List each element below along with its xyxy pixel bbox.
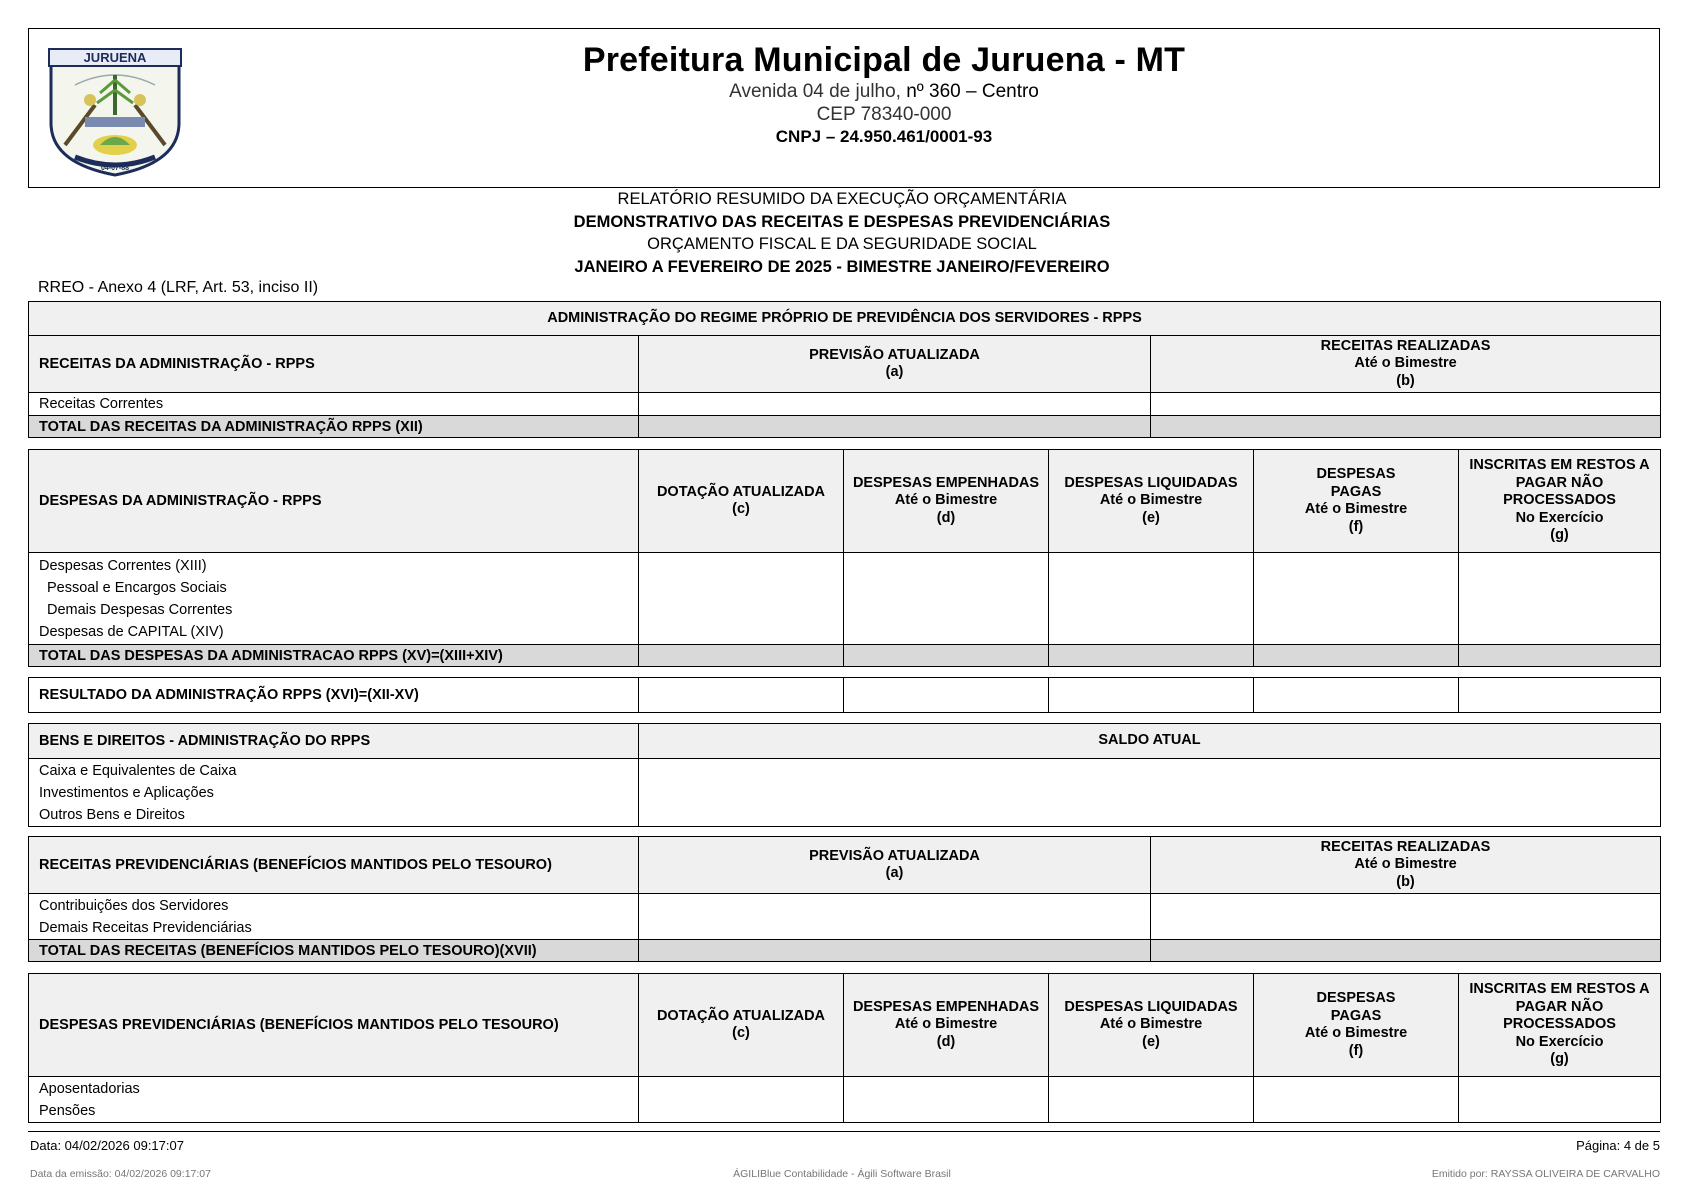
list-item: Outros Bens e Direitos [39,807,185,823]
col-inscritas-restos: INSCRITAS EM RESTOS A PAGAR NÃO PROCESSADOS No Exercício (g) [1459,974,1661,1077]
value-cell [1459,1077,1661,1123]
bens-direitos-table [28,723,1661,827]
footer-divider [28,1131,1660,1132]
adm-receitas-table [28,301,1661,438]
total-cell [1151,940,1661,962]
col-dotacao-atualizada: DOTAÇÃO ATUALIZADA (c) [639,974,844,1077]
adm-resultado-table [28,677,1661,713]
tesouro-receitas-rows [29,894,639,940]
report-title-line2: DEMONSTRATIVO DAS RECEITAS E DESPESAS PREVIDENCIÁRIAS [573,212,1111,231]
col-previsao-atualizada: PREVISÃO ATUALIZADA (a) [639,336,1151,393]
tesouro-despesas-header: DESPESAS PREVIDENCIÁRIAS (BENEFÍCIOS MANTIDOS PELO TESOURO) [29,974,639,1077]
adm-despesas-header: DESPESAS DA ADMINISTRAÇÃO - RPPS [29,450,639,553]
annex-reference: RREO - Anexo 4 (LRF, Art. 53, inciso II) [38,279,319,296]
footer-date: Data: 04/02/2026 09:17:07 [30,1138,184,1153]
col-despesas-empenhadas: DESPESAS EMPENHADAS Até o Bimestre (d) [844,974,1049,1077]
value-cell [1254,678,1459,713]
total-cell [1459,645,1661,667]
total-cell [844,645,1049,667]
footer-page-number: Página: 4 de 5 [1576,1138,1660,1153]
footer-emission-date: Data da emissão: 04/02/2026 09:17:07 [30,1168,211,1180]
value-cell [639,1077,844,1123]
adm-section-title: ADMINISTRAÇÃO DO REGIME PRÓPRIO DE PREVIDÊNCIA DOS SERVIDORES - RPPS [29,302,1661,336]
total-cell [1151,416,1661,438]
list-item: Receitas Correntes [29,393,639,416]
value-cell [1049,678,1254,713]
value-cell [844,553,1049,645]
list-item: Contribuições dos Servidores [39,898,229,914]
value-cell [1254,553,1459,645]
value-cell [639,393,1151,416]
adm-despesas-total: TOTAL DAS DESPESAS DA ADMINISTRACAO RPPS (XV)=(XIII+XIV) [29,645,639,667]
address-line: Avenida 04 de julho, nº 360 – Centro [729,81,1039,102]
col-despesas-empenhadas: DESPESAS EMPENHADAS Até o Bimestre (d) [844,450,1049,553]
footer-software: ÁGILIBlue Contabilidade - Ágili Software Brasil [733,1168,951,1180]
col-inscritas-restos: INSCRITAS EM RESTOS A PAGAR NÃO PROCESSADOS No Exercício (g) [1459,450,1661,553]
list-item: Despesas de CAPITAL (XIV) [39,624,224,640]
adm-despesas-rows [29,553,639,645]
col-despesas-pagas: DESPESAS PAGAS Até o Bimestre (f) [1254,974,1459,1077]
col-receitas-realizadas: RECEITAS REALIZADAS Até o Bimestre (b) [1151,837,1661,894]
list-item: Demais Receitas Previdenciárias [39,920,252,936]
value-cell [1049,553,1254,645]
col-despesas-liquidadas: DESPESAS LIQUIDADAS Até o Bimestre (e) [1049,974,1254,1077]
value-cell [844,1077,1049,1123]
value-cell [639,678,844,713]
adm-receitas-header: RECEITAS DA ADMINISTRAÇÃO - RPPS [29,336,639,393]
svg-text:JURUENA: JURUENA [83,50,147,65]
report-period: JANEIRO A FEVEREIRO DE 2025 - BIMESTRE JANEIRO/FEVEREIRO [574,257,1110,276]
list-item: Pensões [39,1103,96,1119]
tesouro-receitas-header: RECEITAS PREVIDENCIÁRIAS (BENEFÍCIOS MANTIDOS PELO TESOURO) [29,837,639,894]
adm-despesas-table [28,449,1661,667]
list-item: Investimentos e Aplicações [39,785,214,801]
list-item: Pessoal e Encargos Sociais [47,580,227,596]
list-item: Aposentadorias [39,1081,140,1097]
header-box [28,28,1660,188]
tesouro-receitas-table [28,836,1661,962]
svg-text:04-07-88: 04-07-88 [100,165,130,172]
bens-rows [29,759,639,827]
report-titles [0,188,1684,278]
cep-line: CEP 78340-000 [816,104,952,125]
total-cell [639,940,1151,962]
value-cell [844,678,1049,713]
value-cell [1459,553,1661,645]
value-cell [639,759,1661,827]
total-cell [1049,645,1254,667]
total-cell [1254,645,1459,667]
adm-receitas-total: TOTAL DAS RECEITAS DA ADMINISTRAÇÃO RPPS (XII) [29,416,639,438]
report-title-line3: ORÇAMENTO FISCAL E DA SEGURIDADE SOCIAL [647,235,1037,253]
cnpj-line: CNPJ – 24.950.461/0001-93 [775,127,993,146]
value-cell [639,894,1151,940]
value-cell [1254,1077,1459,1123]
value-cell [1151,393,1661,416]
tesouro-receitas-total: TOTAL DAS RECEITAS (BENEFÍCIOS MANTIDOS PELO TESOURO)(XVII) [29,940,639,962]
col-previsao-atualizada: PREVISÃO ATUALIZADA (a) [639,837,1151,894]
list-item: Demais Despesas Correntes [47,602,233,618]
tesouro-despesas-table [28,973,1661,1123]
municipality-title: Prefeitura Municipal de Juruena - MT [582,41,1186,79]
total-cell [639,645,844,667]
col-despesas-liquidadas: DESPESAS LIQUIDADAS Até o Bimestre (e) [1049,450,1254,553]
report-title-line1: RELATÓRIO RESUMIDO DA EXECUÇÃO ORÇAMENTÁRIA [617,190,1067,208]
tesouro-despesas-rows [29,1077,639,1123]
total-cell [639,416,1151,438]
col-despesas-pagas: DESPESAS PAGAS Até o Bimestre (f) [1254,450,1459,553]
list-item: Despesas Correntes (XIII) [39,558,207,574]
adm-resultado-label: RESULTADO DA ADMINISTRAÇÃO RPPS (XVI)=(XII-XV) [29,678,639,713]
bens-header: BENS E DIREITOS - ADMINISTRAÇÃO DO RPPS [29,724,639,759]
value-cell [1459,678,1661,713]
col-receitas-realizadas: RECEITAS REALIZADAS Até o Bimestre (b) [1151,336,1661,393]
list-item: Caixa e Equivalentes de Caixa [39,763,237,779]
col-saldo-atual: SALDO ATUAL [639,724,1661,759]
value-cell [1151,894,1661,940]
footer-issued-by: Emitido por: RAYSSA OLIVEIRA DE CARVALHO [1431,1168,1660,1180]
value-cell [1049,1077,1254,1123]
col-dotacao-atualizada: DOTAÇÃO ATUALIZADA (c) [639,450,844,553]
value-cell [639,553,844,645]
